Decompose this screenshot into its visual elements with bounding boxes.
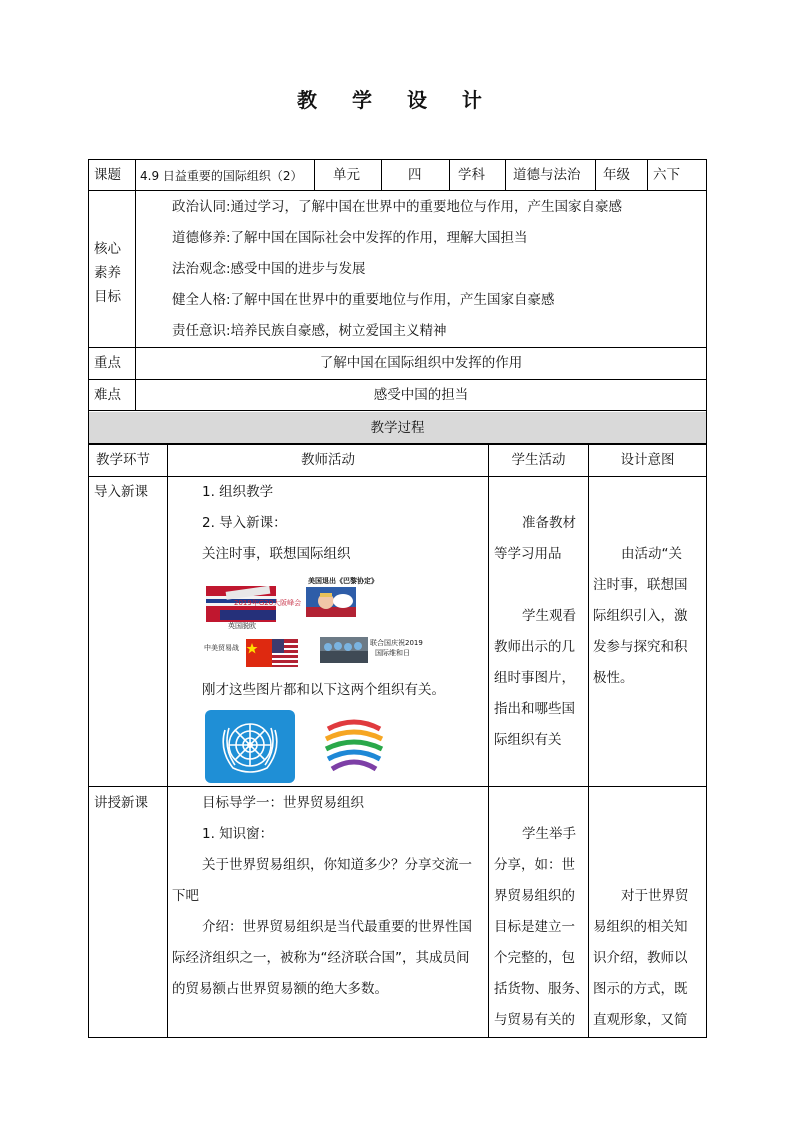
difficulty-label: 难点 <box>94 387 121 403</box>
student-line: 括货物、服务、 <box>494 981 589 997</box>
student-line: 界贸易组织的 <box>494 888 575 904</box>
news-image-peacekeepers <box>320 637 368 663</box>
student-line: 指出和哪些国 <box>494 701 575 717</box>
core-label-line: 素养 <box>94 265 121 281</box>
news-caption: 英国脱欧 <box>228 622 256 630</box>
topic-value: 4.9 日益重要的国际组织（2） <box>140 169 303 183</box>
student-line: 分享，如：世 <box>494 857 575 873</box>
column-header: 教师活动 <box>301 452 355 468</box>
core-item: 责任意识:培养民族自豪感，树立爱国主义精神 <box>172 323 447 339</box>
core-item: 法治观念:感受中国的进步与发展 <box>172 261 366 277</box>
stage-label: 讲授新课 <box>94 795 148 811</box>
lecture-para: 的贸易额占世界贸易额的绝大多数。 <box>172 981 388 997</box>
lecture-para: 关于世界贸易组织，你知道多少？分享交流一 <box>202 857 472 873</box>
news-caption: 中美贸易战 <box>204 644 239 652</box>
news-caption: 联合国庆祝2019 <box>370 639 423 647</box>
intent-line: 注时事，联想国 <box>593 577 688 593</box>
intent-line: 由活动“关 <box>621 546 682 562</box>
intro-after: 刚才这些图片都和以下这两个组织有关。 <box>202 682 445 698</box>
core-label-line: 核心 <box>94 241 121 257</box>
intent-line: 极性。 <box>593 670 634 686</box>
intro-step: 2. 导入新课： <box>202 515 287 531</box>
difficulty-value: 感受中国的担当 <box>373 387 469 403</box>
news-image-paris-agreement <box>306 587 356 617</box>
intent-line: 易组织的相关知 <box>593 919 688 935</box>
student-line: 学生观看 <box>522 608 576 624</box>
unit-value: 四 <box>408 167 422 183</box>
stage-label: 导入新课 <box>94 484 148 500</box>
wto-logo-icon <box>320 717 388 779</box>
news-banner: 2019年G20大阪峰会 <box>234 599 302 607</box>
lesson-table <box>88 159 707 1039</box>
student-line: 准备教材 <box>522 515 576 531</box>
subject-value: 道德与法治 <box>513 167 581 183</box>
grade-value: 六下 <box>653 167 680 183</box>
topic-label: 课题 <box>94 167 121 183</box>
news-caption: 美国退出《巴黎协定》 <box>308 577 378 585</box>
key-point-value: 了解中国在国际组织中发挥的作用 <box>319 355 523 371</box>
intent-line: 直观形象，又简 <box>593 1012 688 1028</box>
un-logo-icon <box>205 710 295 783</box>
lecture-step: 1. 知识窗： <box>202 826 274 842</box>
student-line: 个完整的，包 <box>494 950 575 966</box>
intent-line: 发参与探究和积 <box>593 639 688 655</box>
student-line: 际组织有关 <box>494 732 562 748</box>
student-line: 教师出示的几 <box>494 639 575 655</box>
student-line: 等学习用品 <box>494 546 562 562</box>
subject-label: 学科 <box>458 167 485 183</box>
core-item: 政治认同:通过学习，了解中国在世界中的重要地位与作用，产生国家自豪感 <box>172 199 623 215</box>
intro-line: 关注时事，联想国际组织 <box>202 546 351 562</box>
intent-line: 图示的方式，既 <box>593 981 688 997</box>
student-line: 目标是建立一 <box>494 919 575 935</box>
lecture-goal: 目标导学一：世界贸易组织 <box>202 795 364 811</box>
core-label-line: 目标 <box>94 289 121 305</box>
core-item: 健全人格:了解中国在世界中的重要地位与作用，产生国家自豪感 <box>172 292 555 308</box>
student-line: 与贸易有关的 <box>494 1012 575 1028</box>
lecture-para: 下吧 <box>172 888 199 904</box>
lecture-para: 介绍：世界贸易组织是当代最重要的世界性国 <box>202 919 472 935</box>
student-line: 学生举手 <box>522 826 576 842</box>
news-caption: 国际维和日 <box>375 649 410 657</box>
student-line: 组时事图片， <box>494 670 575 686</box>
key-point-label: 重点 <box>94 355 121 371</box>
intro-step: 1. 组织教学 <box>202 484 274 500</box>
intent-line: 际组织引入，激 <box>593 608 688 624</box>
column-header: 设计意图 <box>620 452 675 468</box>
column-header: 教学环节 <box>96 452 150 468</box>
core-item: 道德修养:了解中国在国际社会中发挥的作用，理解大国担当 <box>172 230 528 246</box>
news-image-trade-war <box>246 639 298 667</box>
intent-line: 识介绍，教师以 <box>593 950 688 966</box>
unit-label: 单元 <box>333 167 360 183</box>
page-title: 教 学 设 计 <box>297 88 496 112</box>
process-title: 教学过程 <box>370 420 425 436</box>
column-header: 学生活动 <box>511 452 566 468</box>
lecture-para: 际经济组织之一，被称为“经济联合国”，其成员间 <box>172 950 470 966</box>
grade-label: 年级 <box>603 167 630 183</box>
intent-line: 对于世界贸 <box>621 888 689 904</box>
